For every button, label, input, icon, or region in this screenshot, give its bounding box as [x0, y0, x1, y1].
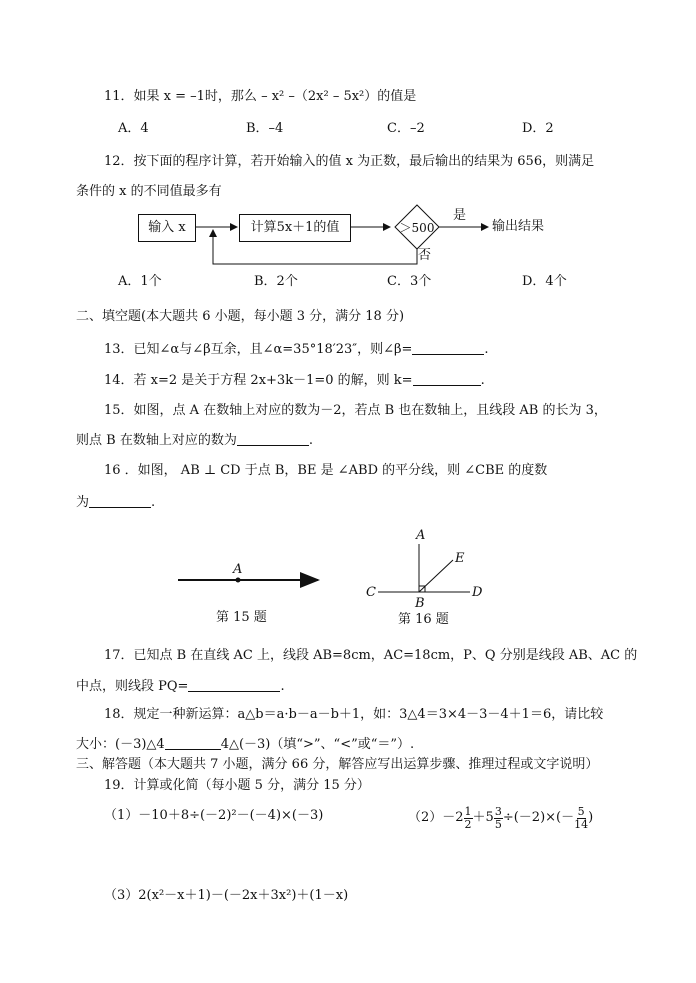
q14-end: . — [480, 373, 485, 388]
flow-output-label: 输出结果 — [492, 219, 545, 234]
q15-blank — [237, 432, 309, 446]
q12-option-d: D．4个 — [522, 274, 567, 289]
q19-p2-frac3 — [574, 806, 588, 831]
q17-line1: 17．已知点 B 在直线 AC 上，线段 AB=8cm，AC=18cm，P、Q 分别是线段 AB、AC 的 — [104, 648, 638, 663]
q16-line1: 16 ．如图， AB ⊥ CD 于点 B，BE 是 ∠ABD 的平分线，则 ∠CBE 的度数 — [104, 463, 548, 478]
q11-text: 11．如果 x = –1时，那么 – x² –（2x² – 5x²）的值是 — [104, 89, 417, 104]
figure-15 — [176, 558, 326, 628]
q13-blank — [412, 341, 484, 355]
q18-line2a: 大小：(－3)△4 — [76, 737, 165, 752]
fig15-caption: 第 15 题 — [216, 610, 267, 625]
q11-option-a: A．4 — [118, 121, 149, 136]
flow-yes-label: 是 — [453, 208, 467, 223]
fig16-label-d: D — [472, 585, 483, 600]
q11-option-c: C．–2 — [387, 121, 425, 136]
q18-blank — [165, 736, 221, 750]
flow-compare-label: ＞500 — [399, 221, 435, 235]
q19-p2-prefix: （2）－2 — [408, 810, 464, 825]
section2-heading: 二、填空题(本大题共 6 小题，每小题 3 分，满分 18 分) — [76, 309, 405, 324]
number-line — [176, 562, 326, 592]
q12-option-c: C．3个 — [387, 274, 432, 289]
q16-line2-text: 为 — [76, 495, 90, 510]
q19-p2-frac3-den: 14 — [574, 817, 589, 831]
q14 — [104, 372, 485, 389]
q17-end: . — [280, 679, 285, 694]
q13-text: 13．已知∠α与∠β互余，且∠α=35°18′23″，则∠β= — [104, 342, 413, 357]
q16-line2 — [76, 494, 155, 511]
q16-end: . — [151, 495, 156, 510]
fig15-point-a: A — [233, 562, 243, 577]
q11-option-b: B．–4 — [246, 121, 284, 136]
q15-line2-text: 则点 B 在数轴上对应的数为 — [76, 433, 237, 448]
q15-end: . — [308, 433, 313, 448]
q16-blank — [89, 494, 151, 508]
q12-option-b: B．2个 — [254, 274, 298, 289]
q17-blank — [188, 678, 280, 692]
q13 — [104, 341, 489, 358]
q19-p2-frac1 — [464, 806, 473, 831]
q19-p2-frac3-num: 5 — [577, 804, 585, 818]
q18-line2 — [76, 736, 414, 753]
q19-title: 19．计算或化简（每小题 5 分，满分 15 分） — [104, 778, 370, 793]
flow-compute-box: 计算5x＋1的值 — [239, 214, 351, 242]
q15-line2 — [76, 432, 313, 449]
section3-heading: 三、解答题（本大题共 7 小题，满分 66 分，解答应写出运算步骤、推理过程或文字说明） — [76, 757, 599, 772]
q14-blank — [413, 372, 481, 386]
fig16-label-b: B — [415, 596, 425, 611]
figure-16 — [360, 526, 490, 630]
q19-p2-mid: ＋5 — [472, 810, 494, 825]
fig16-caption: 第 16 题 — [398, 612, 449, 627]
q19-part1: （1）－10＋8÷(－2)²－(－4)×(－3) — [104, 808, 324, 823]
q19-part3: （3）2(x²－x＋1)－(－2x＋3x²)＋(1－x) — [104, 888, 349, 903]
flow-input-box: 输入 x — [138, 214, 196, 242]
q15-line1: 15．如图，点 A 在数轴上对应的数为－2，若点 B 也在数轴上，且线段 AB 的长为 3， — [104, 403, 607, 418]
q14-text: 14．若 x=2 是关于方程 2x+3k－1=0 的解，则 k= — [104, 373, 413, 388]
fig16-label-c: C — [366, 585, 376, 600]
q11-option-d: D．2 — [522, 121, 554, 136]
q19-part2 — [408, 803, 593, 833]
fig16-label-e: E — [455, 551, 465, 566]
q19-p2-frac1-den: 2 — [464, 817, 472, 831]
q12-option-a: A．1个 — [118, 274, 162, 289]
q19-p2-frac1-num: 1 — [464, 804, 472, 818]
q12-line1: 12．按下面的程序计算，若开始输入的值 x 为正数，最后输出的结果为 656，则满足 — [104, 154, 595, 169]
q18-line2b: 4△(－3)（填“>”、“<”或“＝”）. — [220, 737, 415, 752]
q19-p2-frac2-num: 3 — [494, 804, 502, 818]
flowchart — [130, 200, 570, 270]
q19-p2-frac2 — [494, 806, 503, 831]
q13-end: . — [484, 342, 489, 357]
fig16-label-a: A — [416, 528, 426, 543]
q18-line1: 18．规定一种新运算：a△b＝a·b－a－b＋1，如：3△4＝3×4－3－4＋1＝6，请比较 — [104, 707, 604, 722]
q19-p2-end: ) — [588, 810, 594, 825]
q19-p2-tail: ÷(－2)×(－ — [502, 810, 575, 825]
q17-line2 — [76, 678, 285, 695]
q17-line2-text: 中点，则线段 PQ= — [76, 679, 189, 694]
flow-no-label: 否 — [418, 248, 432, 263]
q12-line2: 条件的 x 的不同值最多有 — [76, 184, 222, 199]
q19-p2-frac2-den: 5 — [494, 817, 502, 831]
